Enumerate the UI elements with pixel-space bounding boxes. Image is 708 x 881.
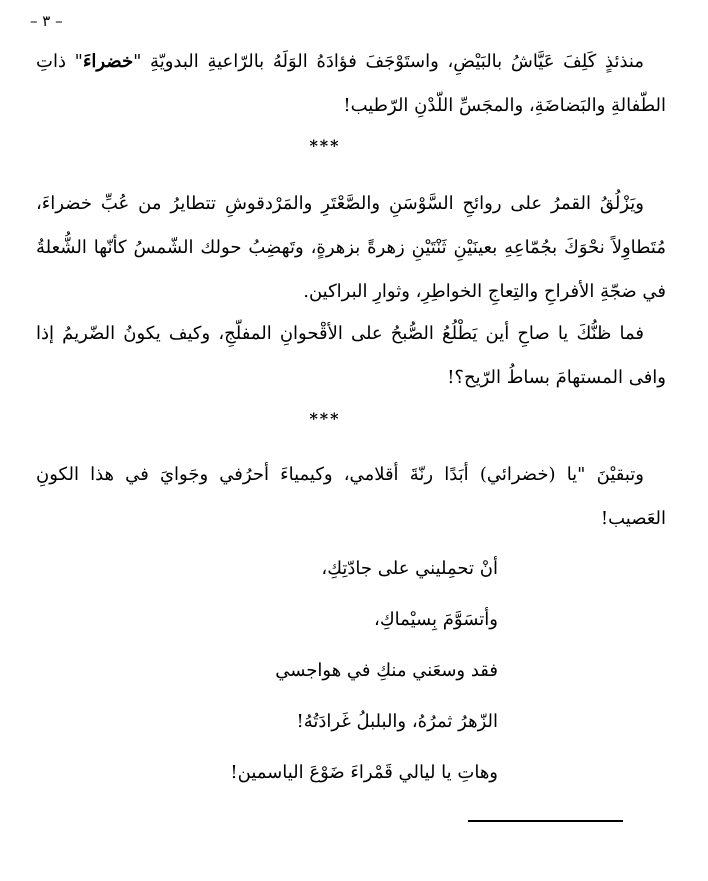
paragraph-1-text-end: " ذاتِ الطّفالةِ والبَضاضَةِ، والمجَسِّ اللّدْنِ الرّطيب! (36, 51, 666, 116)
paragraph-1-text-start: منذئذٍ كَلِفَ عَيَّاشُ بالبَيْضِ، واستَوْجَفَ فؤادَهُ الوَلَهُ بالرّاعيةِ البدويّةِ " (133, 51, 645, 72)
poem-stanza (230, 543, 498, 798)
paragraph-1-bold-name: خضراءَ (82, 51, 134, 72)
poem-line: وهاتِ يا ليالي قَمْراءَ ضَوْعَ الياسمين! (230, 762, 498, 783)
poem-line: وأتسَوَّمَ بِسيْماكِ، (374, 609, 498, 630)
section-separator-2: *** (309, 409, 341, 428)
paragraph-3: فما ظنُّكَ يا صاحِ أين يَطْلُعُ الصُّبحُ على الأقْحوانِ المفلّجِ، وكيف يكونُ الضّريمُ إذا وافى المستهامَ بساطُ الرّيح؟! (36, 323, 666, 388)
poem-line: فقد وسعَني منكِ في هواجسي (275, 660, 498, 681)
page-number: – ٣ – (30, 12, 63, 30)
paragraph-2: ويَزْلُقُ القمرُ على روائحِ السَّوْسَنِ والصَّعْتَرِ والمَرْدقوشِ تتطايرُ من عُبِّ خضراءَ، مُتَطاوِلاً نحْوَكَ بجُمّاعِهِ بعينَيْنِ ثَنْتَيْنِ زهرةً بزهرةٍ، وتَهضِبُ حولك الشّمسُ كأنّها الشُّعلةُ في ضجّةِ الأفراحِ والتِعاجِ الخواطِرِ، وثوارِ البراكين. (36, 193, 666, 302)
paragraph-4: وتبقيْنَ "يا (خضرائي) أبَدًا رنّةَ أقلامي، وكيمياءَ أحرُفي وجَوايَ في هذا الكونِ العَصيب! (36, 464, 666, 529)
paragraph-1 (36, 40, 666, 128)
end-rule-divider (468, 820, 623, 822)
poem-line: أنْ تحمِليني على جادّتِكِ، (321, 558, 498, 579)
section-separator-1: *** (309, 136, 341, 155)
poem-line: الزّهرُ ثمرُهُ، والبلبلُ غَرادَتُهُ! (296, 711, 498, 732)
